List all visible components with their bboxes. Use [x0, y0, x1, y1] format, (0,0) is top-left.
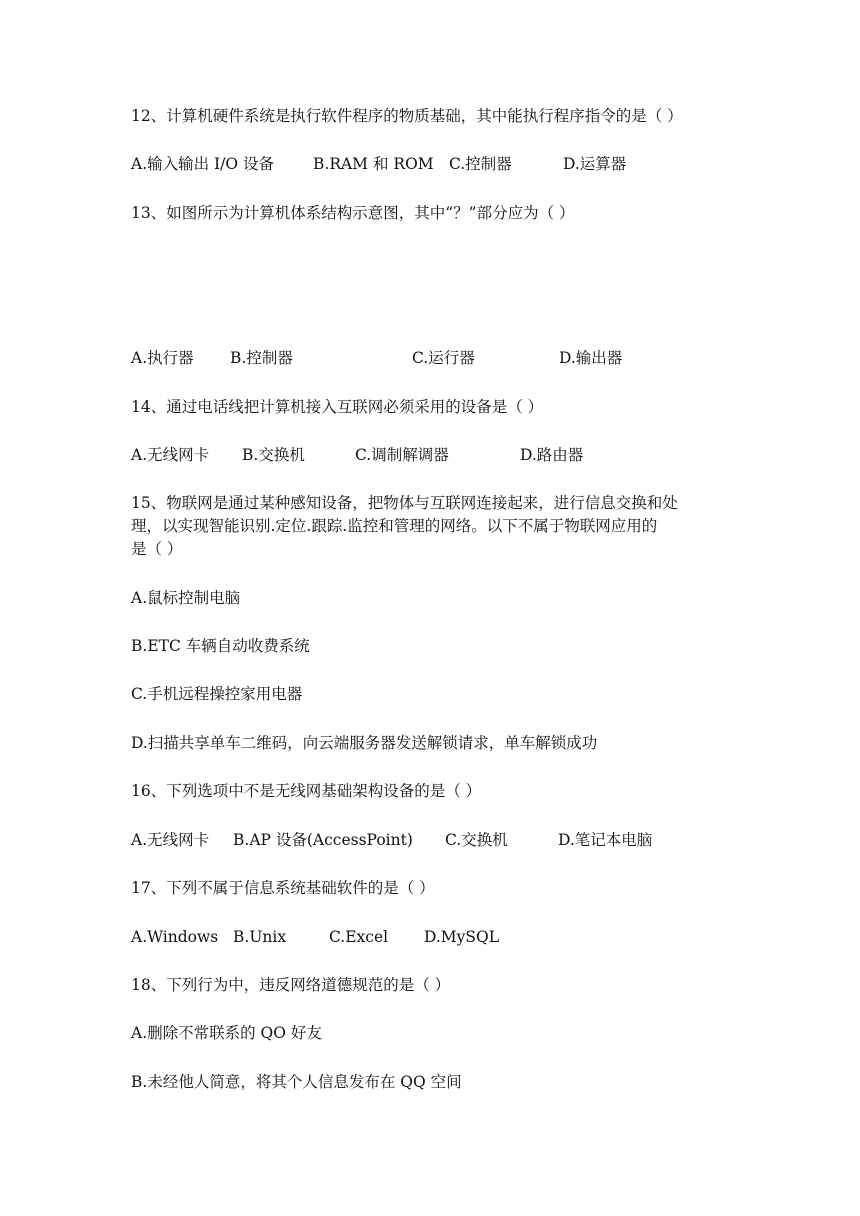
question-17-options — [131, 925, 751, 949]
question-15-stem-line-2: 理，以实现智能识别.定位.跟踪.监控和管理的网络。以下不属于物联网应用的 — [131, 517, 658, 535]
question-15-option-c: C.手机远程操控家用电器 — [131, 685, 303, 703]
option-b: B.Unix — [233, 928, 287, 946]
option-a: A.无线网卡 — [131, 831, 210, 849]
question-15-option-a: A.鼠标控制电脑 — [131, 589, 241, 607]
option-b: B.交换机 — [242, 446, 305, 464]
question-12-stem: 12、计算机硬件系统是执行软件程序的物质基础，其中能执行程序指令的是（ ） — [131, 107, 683, 125]
option-d: D.MySQL — [424, 928, 500, 946]
question-15-option-d: D.扫描共享单车二维码，向云端服务器发送解锁请求，单车解锁成功 — [131, 734, 598, 752]
option-b: B.控制器 — [230, 349, 293, 367]
question-13-stem: 13、如图所示为计算机体系结构示意图，其中“？”部分应为（ ） — [131, 204, 575, 222]
question-12-options — [131, 152, 751, 176]
question-16-options — [131, 828, 751, 852]
option-b: B.AP 设备(AccessPoint) — [233, 831, 413, 849]
option-d: D.笔记本电脑 — [558, 831, 653, 849]
option-c: C.控制器 — [449, 155, 512, 173]
option-a: A.输入输出 I/O 设备 — [131, 155, 275, 173]
option-d: D.输出器 — [559, 349, 623, 367]
question-17-stem: 17、下列不属于信息系统基础软件的是（ ） — [131, 879, 435, 897]
question-18-stem: 18、下列行为中，违反网络道德规范的是（ ） — [131, 976, 451, 994]
question-13-options — [131, 346, 751, 370]
question-14-stem: 14、通过电话线把计算机接入互联网必须采用的设备是（ ） — [131, 398, 544, 416]
question-15-stem-line-1: 15、物联网是通过某种感知设备，把物体与互联网连接起来，进行信息交换和处 — [131, 494, 678, 512]
option-b: B.RAM 和 ROM — [313, 155, 434, 173]
question-18-option-b: B.未经他人简意，将其个人信息发布在 QQ 空间 — [131, 1073, 462, 1091]
option-d: D.路由器 — [520, 446, 584, 464]
option-c: C.运行器 — [412, 349, 475, 367]
option-a: A.执行器 — [131, 349, 194, 367]
option-d: D.运算器 — [563, 155, 627, 173]
option-c: C.Excel — [329, 928, 389, 946]
question-16-stem: 16、下列选项中不是无线网基础架构设备的是（ ） — [131, 782, 482, 800]
option-c: C.调制解调器 — [355, 446, 449, 464]
option-a: A.Windows — [131, 928, 219, 946]
question-15-option-b: B.ETC 车辆自动收费系统 — [131, 637, 310, 655]
question-18-option-a: A.删除不常联系的 QO 好友 — [131, 1024, 322, 1042]
question-14-options — [131, 443, 751, 467]
question-15-stem-line-3: 是（ ） — [131, 540, 183, 558]
option-c: C.交换机 — [445, 831, 508, 849]
option-a: A.无线网卡 — [131, 446, 210, 464]
